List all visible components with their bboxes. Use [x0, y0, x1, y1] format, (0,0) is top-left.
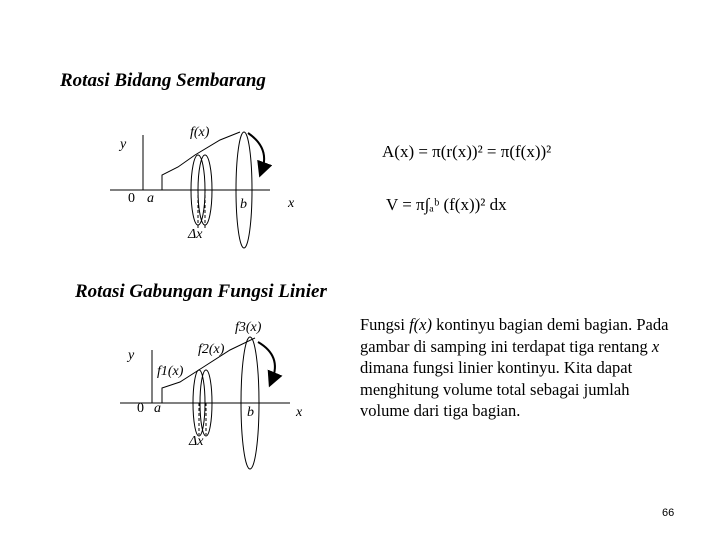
- label-dx: Δx: [188, 227, 203, 242]
- label2-a: a: [154, 401, 161, 416]
- label2-x: x: [296, 405, 303, 420]
- label-y: y: [120, 137, 127, 152]
- paragraph-text-3: dimana fungsi linier kontinyu. Kita dapat menghitung volume total sebagai jumlah volume dari tiga bagian.: [360, 358, 633, 420]
- explanation-paragraph: [360, 314, 680, 422]
- section2-title: Rotasi Gabungan Fungsi Linier: [75, 281, 327, 302]
- label2-dx: Δx: [189, 434, 204, 449]
- label-f2: f2(x): [198, 342, 225, 357]
- label2-y: y: [128, 348, 135, 363]
- paragraph-x: x: [651, 336, 660, 356]
- paragraph-text-2: kontinyu bagian demi bagian. Pada gambar di samping ini terdapat tiga rentang: [360, 315, 669, 356]
- label-zero: 0: [128, 191, 135, 206]
- label-x: x: [288, 196, 295, 211]
- label-f1: f1(x): [157, 364, 184, 379]
- paragraph-text-1: Fungsi: [360, 315, 410, 334]
- label2-b: b: [247, 405, 254, 420]
- paragraph-fx: f(x): [409, 315, 432, 334]
- formula-volume: V = π∫ₐᵇ (f(x))² dx: [386, 195, 507, 214]
- label-b: b: [240, 197, 247, 212]
- page-number: 66: [662, 507, 675, 519]
- label-fx: f(x): [190, 125, 210, 140]
- formula-area: A(x) = π(r(x))² = π(f(x))²: [382, 142, 552, 161]
- label2-zero: 0: [137, 401, 144, 416]
- label-f3: f3(x): [235, 320, 262, 335]
- rotation2-arrow-icon: [258, 342, 275, 380]
- section1-title: Rotasi Bidang Sembarang: [60, 70, 266, 91]
- label-a: a: [147, 191, 154, 206]
